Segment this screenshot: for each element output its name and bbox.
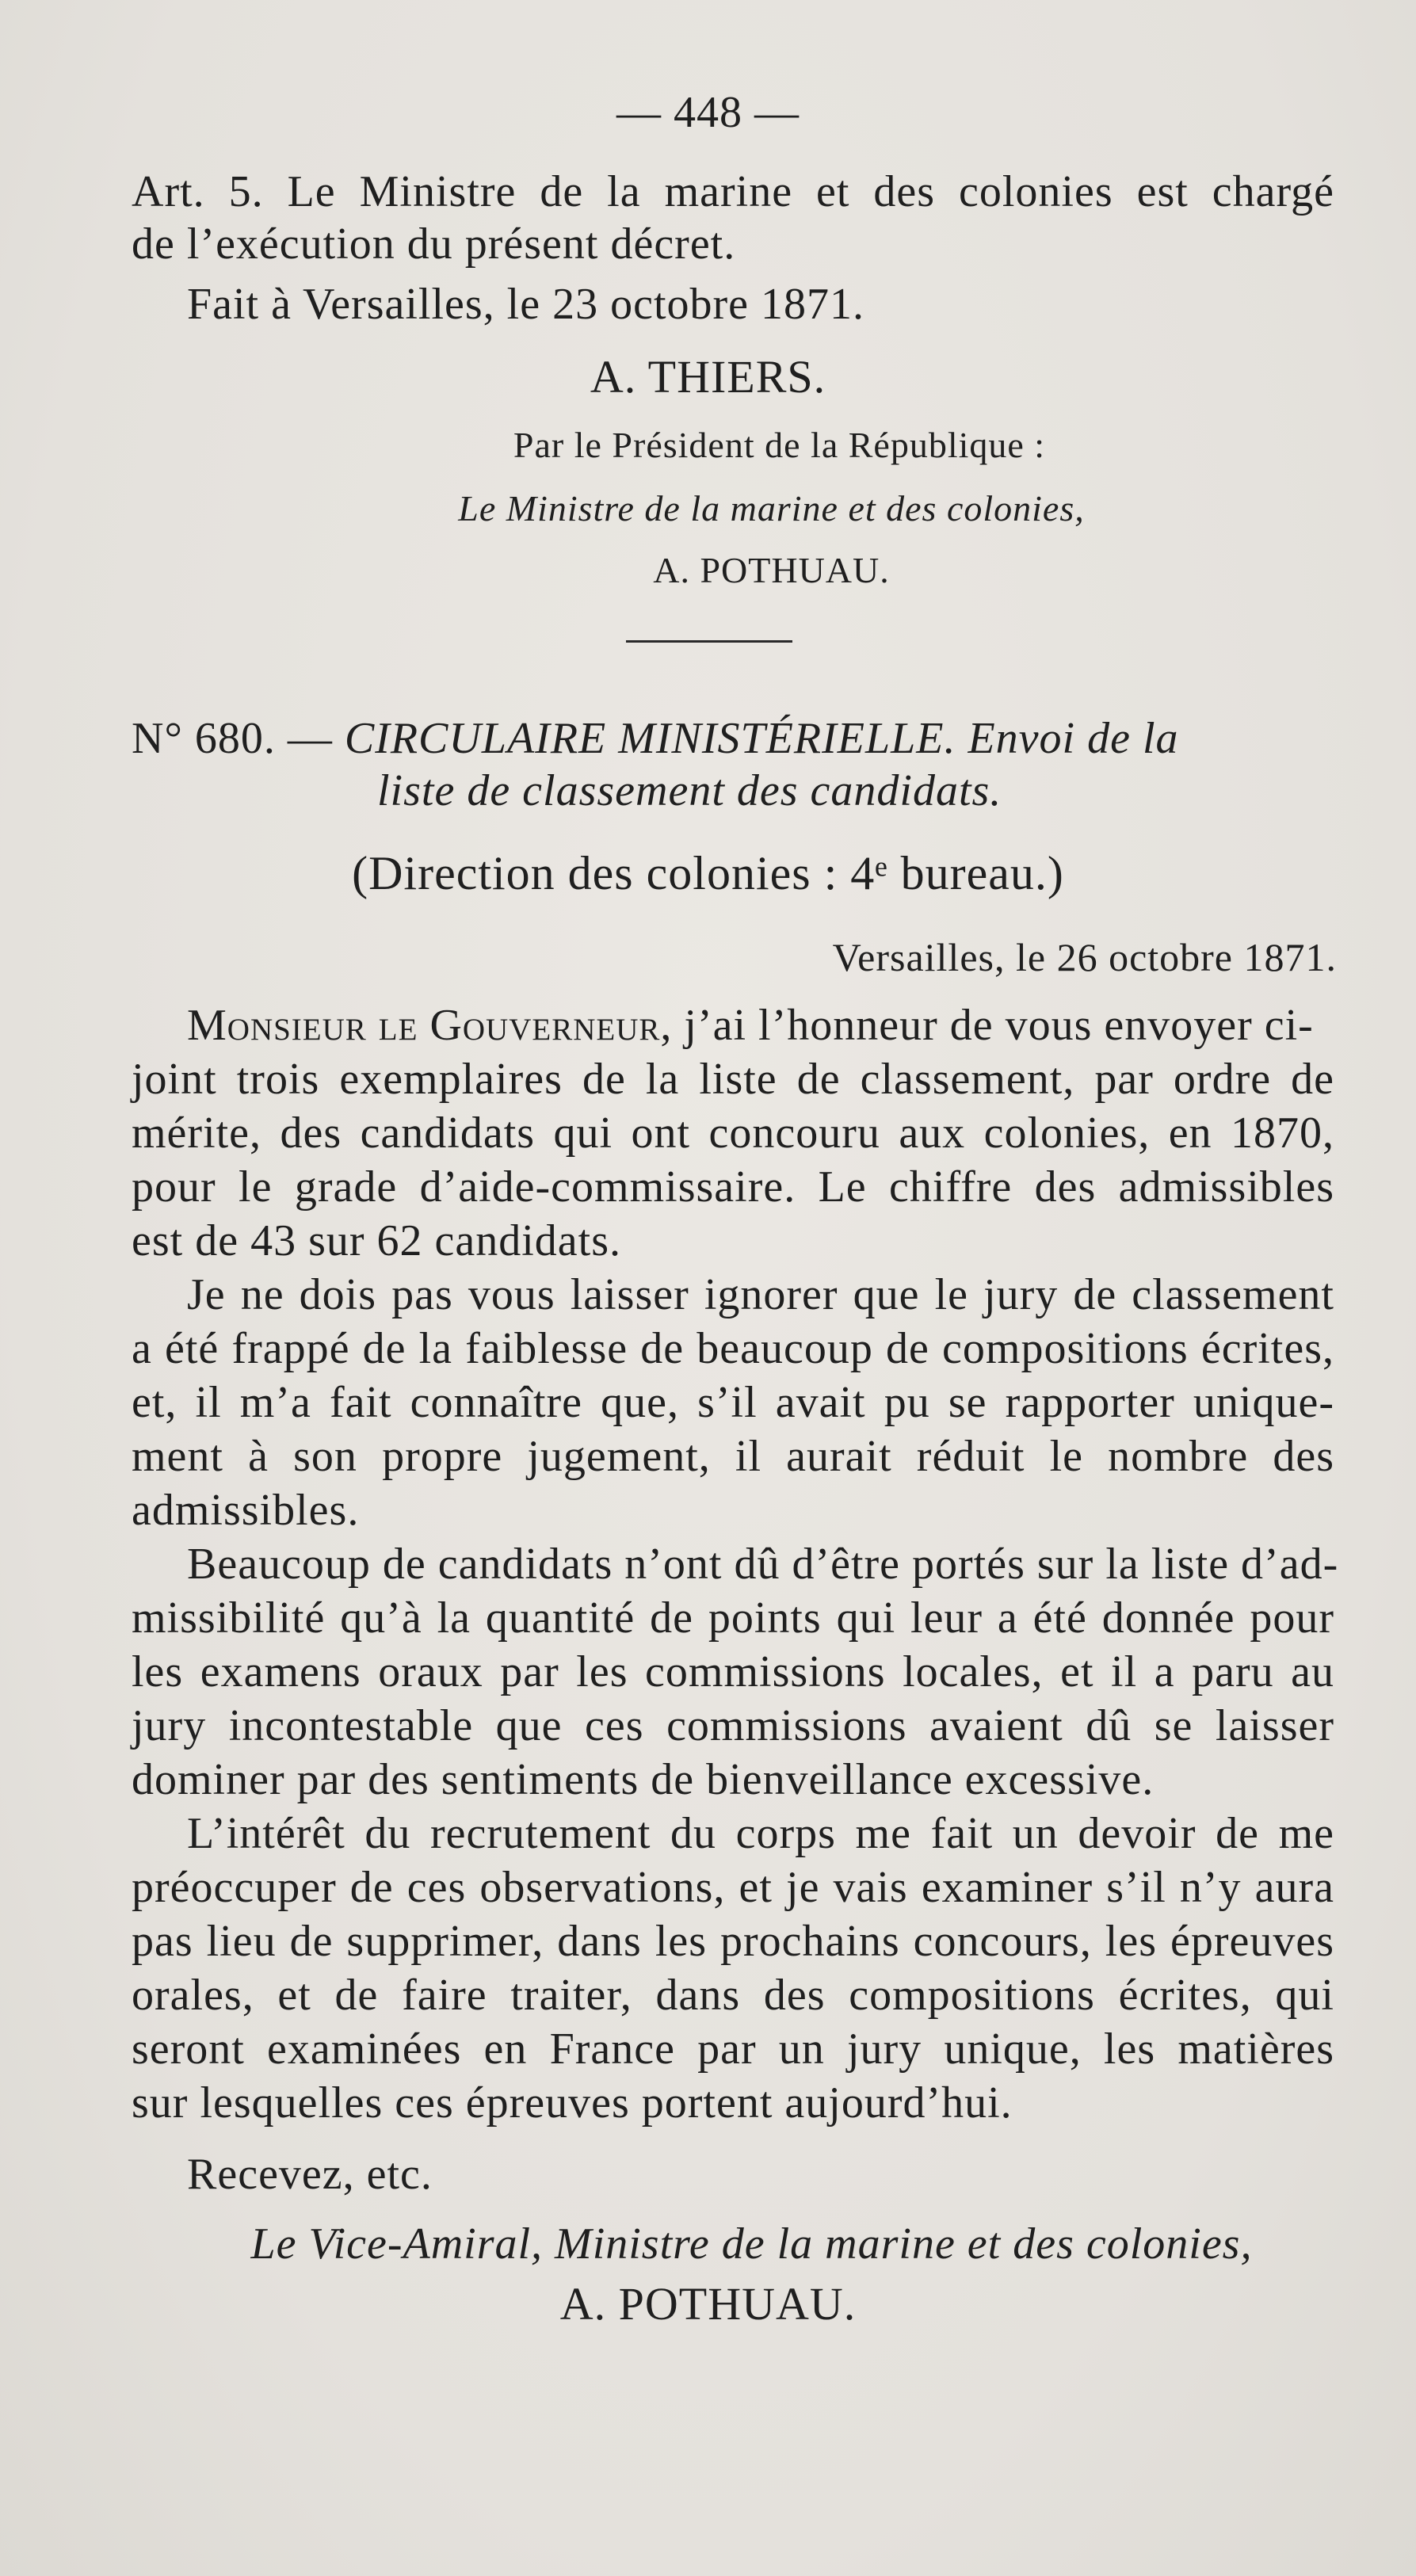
section-divider xyxy=(626,640,792,643)
minister-name: A. POTHUAU. xyxy=(653,550,890,590)
paragraph-1-line-5: est de 43 sur 62 candidats. xyxy=(132,1216,621,1265)
page-number: — 448 — xyxy=(616,88,800,137)
closing-formula: Recevez, etc. xyxy=(187,2150,433,2199)
signer-thiers: A. THIERS. xyxy=(590,351,826,403)
paragraph-4-line-3: pas lieu de supprimer, dans les prochains concours, les épreuves xyxy=(132,1917,1334,1966)
paragraph-1-line-2: joint trois exemplaires de la liste de classement, par ordre de xyxy=(132,1055,1334,1104)
circular-title-line-1: CIRCULAIRE MINISTÉRIELLE. Envoi de la xyxy=(344,714,1179,763)
by-president-line: Par le Président de la République : xyxy=(513,425,1046,465)
paragraph-2-line-5: admissibles. xyxy=(132,1486,360,1535)
paragraph-3-line-5: dominer par des sentiments de bienveillance excessive. xyxy=(132,1755,1155,1804)
signature-title: Le Vice-Amiral, Ministre de la marine et des colonies, xyxy=(250,2219,1253,2269)
paragraph-4-line-1: L’intérêt du recrutement du corps me fait un devoir de me xyxy=(187,1809,1334,1858)
paragraph-4-line-5: seront examinées en France par un jury unique, les matières xyxy=(132,2025,1334,2074)
paragraph-2-line-1: Je ne dois pas vous laisser ignorer que le jury de classement xyxy=(187,1270,1334,1319)
circular-heading xyxy=(132,713,1179,764)
circular-title-line-2: liste de classement des candidats. xyxy=(377,766,1002,815)
paragraph-1-line-3: mérite, des candidats qui ont concouru aux colonies, en 1870, xyxy=(132,1109,1334,1158)
minister-title: Le Ministre de la marine et des colonies, xyxy=(458,488,1085,529)
direction-line: (Direction des colonies : 4ᵉ bureau.) xyxy=(352,847,1064,899)
paragraph-3-line-3: les examens oraux par les commissions locales, et il a paru au xyxy=(132,1647,1334,1696)
salutation: Monsieur le Gouverneur, xyxy=(187,1001,673,1050)
paragraph-1-text-start: j’ai l’honneur de vous envoyer ci- xyxy=(684,1001,1314,1050)
circular-number: N° 680. — xyxy=(132,714,333,763)
paragraph-1-line-1 xyxy=(187,1000,1334,1051)
paragraph-2-line-3: et, il m’a fait connaître que, s’il avait pu se rapporter unique- xyxy=(132,1378,1334,1427)
paragraph-2-line-2: a été frappé de la faiblesse de beaucoup de compositions écrites, xyxy=(132,1324,1334,1373)
paragraph-4-line-2: préoccuper de ces observations, et je vais examiner s’il n’y aura xyxy=(132,1863,1334,1912)
article-5-line-1: Art. 5. Le Ministre de la marine et des colonies est chargé xyxy=(132,167,1334,216)
article-5-line-2: de l’exécution du présent décret. xyxy=(132,219,736,269)
decree-place-date: Fait à Versailles, le 23 octobre 1871. xyxy=(187,280,865,329)
paragraph-1-line-4: pour le grade d’aide-commissaire. Le chiffre des admissibles xyxy=(132,1162,1334,1212)
paragraph-4-line-6: sur lesquelles ces épreuves portent aujourd’hui. xyxy=(132,2078,1013,2128)
paragraph-2-line-4: ment à son propre jugement, il aurait réduit le nombre des xyxy=(132,1432,1334,1481)
signature-name: A. POTHUAU. xyxy=(559,2278,857,2330)
paragraph-3-line-2: missibilité qu’à la quantité de points qui leur a été donnée pour xyxy=(132,1593,1334,1643)
paragraph-4-line-4: orales, et de faire traiter, dans des compositions écrites, qui xyxy=(132,1971,1334,2020)
circular-date: Versailles, le 26 octobre 1871. xyxy=(832,935,1337,979)
paragraph-3-line-4: jury incontestable que ces commissions avaient dû se laisser xyxy=(132,1701,1334,1750)
paragraph-3-line-1: Beaucoup de candidats n’ont dû d’être portés sur la liste d’ad- xyxy=(187,1540,1339,1589)
